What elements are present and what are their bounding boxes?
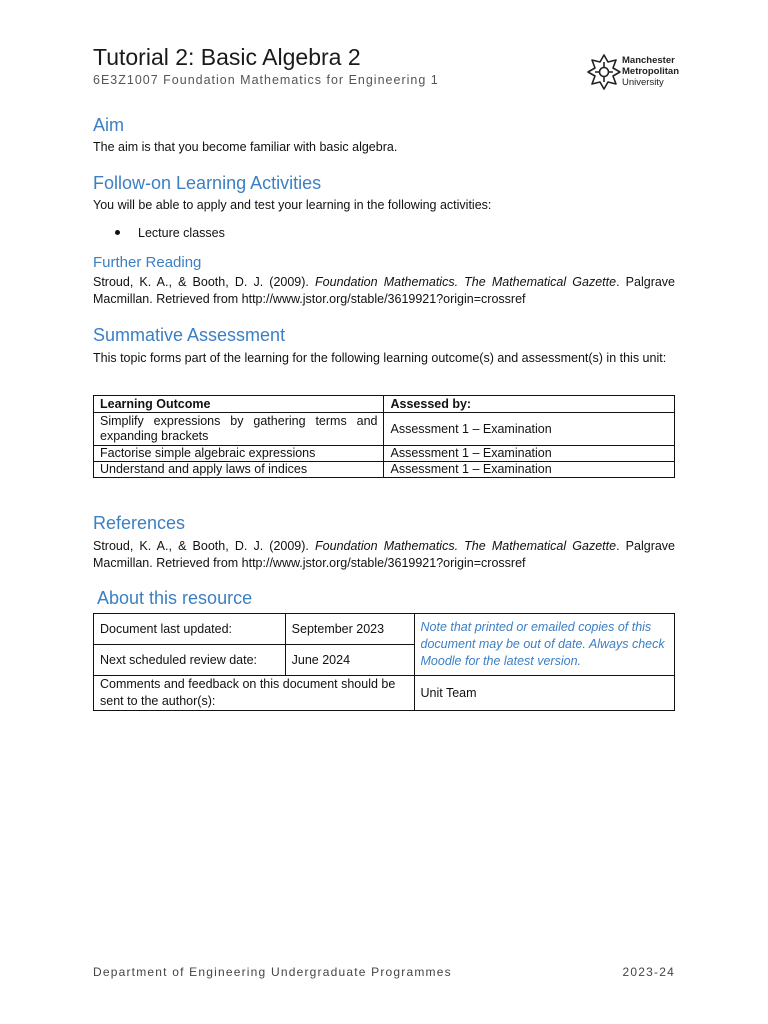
feedback-label: Comments and feedback on this document should be sent to the author(s): bbox=[94, 676, 415, 711]
list-item bbox=[115, 226, 225, 240]
university-emblem-icon bbox=[586, 52, 622, 92]
review-date-value: June 2024 bbox=[285, 645, 414, 676]
table-row bbox=[94, 676, 675, 711]
university-logo bbox=[586, 52, 706, 96]
further-reading-citation bbox=[93, 274, 675, 308]
follow-on-heading: Follow-on Learning Activities bbox=[93, 173, 322, 193]
page-title: Tutorial 2: Basic Algebra 2 bbox=[93, 44, 361, 70]
follow-on-text: You will be able to apply and test your learning in the following activities: bbox=[93, 198, 492, 212]
references-citation bbox=[93, 538, 675, 572]
aim-heading: Aim bbox=[93, 115, 124, 135]
citation-source: . Palgrave Macmillan. Retrieved from http://www.jstor.org/stable/3619921?origin=crossref bbox=[93, 275, 676, 306]
footer-year: 2023-24 bbox=[622, 965, 675, 979]
logo-line-2: Metropolitan bbox=[622, 66, 679, 77]
last-updated-label: Document last updated: bbox=[94, 614, 286, 645]
logo-line-3: University bbox=[622, 77, 664, 88]
citation-source: . Palgrave Macmillan. Retrieved from http://www.jstor.org/stable/3619921?origin=crossref bbox=[93, 539, 676, 570]
table-cell: Understand and apply laws of indices bbox=[94, 462, 384, 478]
citation-title: Foundation Mathematics. The Mathematical Gazette bbox=[315, 275, 617, 289]
university-name bbox=[622, 55, 679, 88]
table-cell: Factorise simple algebraic expressions bbox=[94, 446, 384, 462]
table-cell: Assessment 1 – Examination bbox=[384, 462, 675, 478]
column-header: Learning Outcome bbox=[94, 396, 384, 413]
table-row bbox=[94, 462, 675, 478]
summative-text: This topic forms part of the learning for the following learning outcome(s) and assessment(s) in this unit: bbox=[93, 351, 667, 365]
version-note: Note that printed or emailed copies of this document may be out of date. Always check Moodle for the latest version. bbox=[414, 614, 675, 676]
table-row bbox=[94, 413, 675, 446]
table-cell: Simplify expressions by gathering terms and expanding brackets bbox=[94, 413, 384, 446]
document-page bbox=[93, 0, 679, 1024]
feedback-value: Unit Team bbox=[414, 676, 675, 711]
logo-line-1: Manchester bbox=[622, 55, 675, 66]
review-date-label: Next scheduled review date: bbox=[94, 645, 286, 676]
references-heading: References bbox=[93, 513, 186, 533]
citation-title: Foundation Mathematics. The Mathematical Gazette bbox=[315, 539, 617, 553]
citation-authors: Stroud, K. A., & Booth, D. J. (2009). bbox=[93, 539, 316, 553]
aim-text: The aim is that you become familiar with basic algebra. bbox=[93, 140, 398, 154]
table-cell: Assessment 1 – Examination bbox=[384, 446, 675, 462]
bullet-icon bbox=[115, 230, 120, 235]
summative-heading: Summative Assessment bbox=[93, 325, 286, 345]
last-updated-value: September 2023 bbox=[285, 614, 414, 645]
table-header-row bbox=[94, 396, 675, 413]
list-item-label: Lecture classes bbox=[138, 226, 225, 240]
further-reading-heading: Further Reading bbox=[93, 254, 202, 271]
table-row bbox=[94, 446, 675, 462]
column-header: Assessed by: bbox=[384, 396, 675, 413]
about-heading: About this resource bbox=[97, 588, 253, 608]
unit-subtitle: 6E3Z1007 Foundation Mathematics for Engineering 1 bbox=[93, 73, 439, 87]
about-resource-table bbox=[93, 613, 675, 711]
table-row bbox=[94, 614, 675, 645]
citation-authors: Stroud, K. A., & Booth, D. J. (2009). bbox=[93, 275, 316, 289]
table-cell: Assessment 1 – Examination bbox=[384, 413, 675, 446]
learning-outcome-table bbox=[93, 395, 675, 478]
footer-department: Department of Engineering Undergraduate Programmes bbox=[93, 965, 452, 979]
